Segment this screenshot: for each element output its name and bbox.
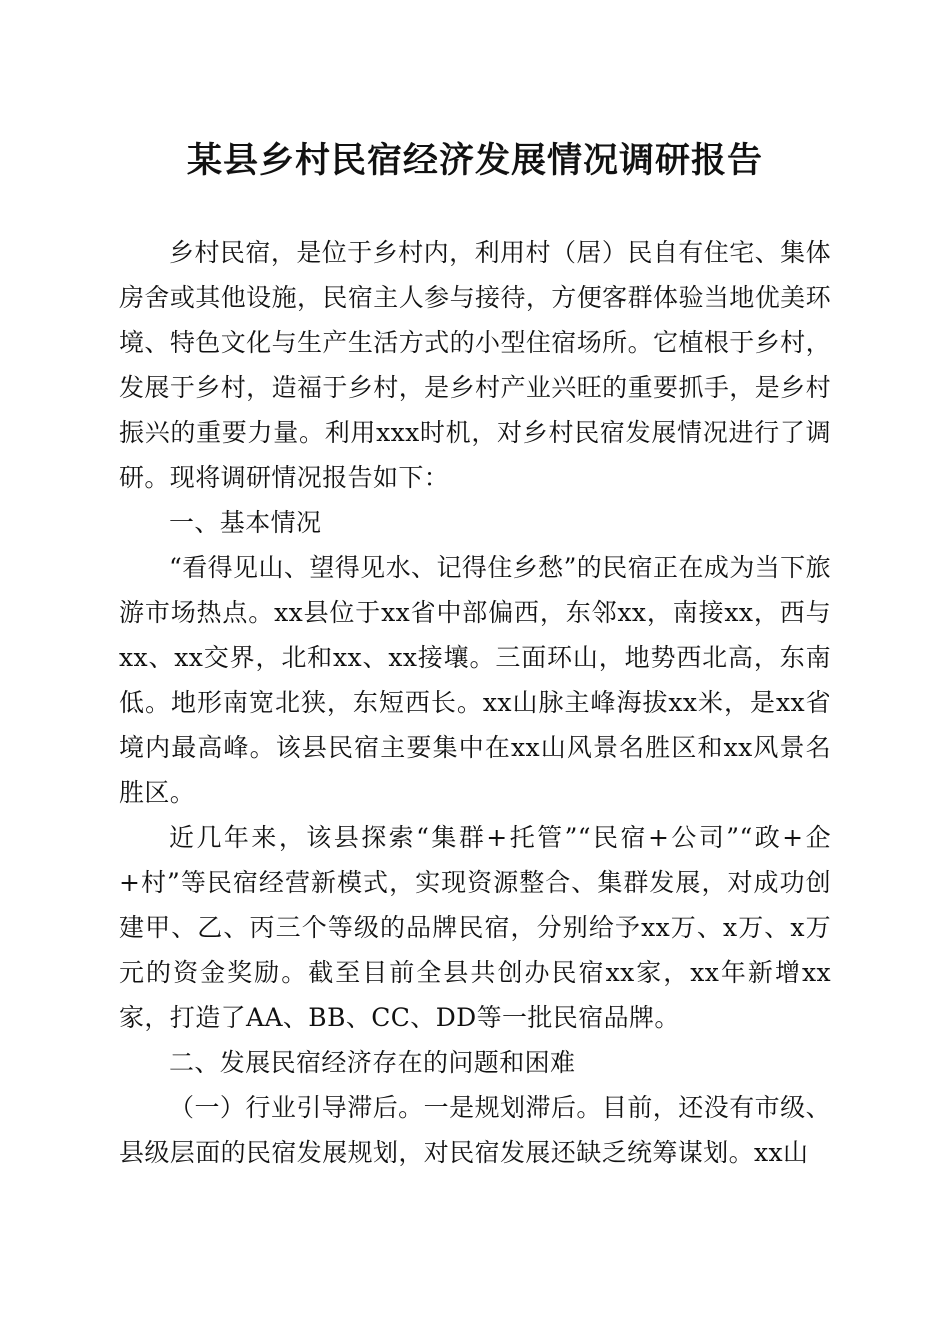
section-heading-problems: 二、发展民宿经济存在的问题和困难 <box>169 1048 576 1077</box>
basic-situation-paragraph-1: “看得见山、望得见水、记得住乡愁”的民宿正在成为当下旅游市场热点。xx县位于xx省中部偏西，东邻xx，南接xx，西与xx、xx交界，北和xx、xx接壤。三面环山，地势西北高，东南低。地形南宽北狭，东短西长。xx山脉主峰海拔xx米，是xx省境内最高峰。该县民宿主要集中在xx山风景名胜区和xx风景名胜区。 <box>119 553 831 807</box>
section-heading-basic-situation: 一、基本情况 <box>169 508 322 537</box>
problems-subsection-1 <box>119 1085 831 1175</box>
document-body <box>119 230 831 1175</box>
intro-paragraph: 乡村民宿，是位于乡村内，利用村（居）民自有住宅、集体房舍或其他设施，民宿主人参与接待，方便客群体验当地优美环境、特色文化与生产生活方式的小型住宿场所。它植根于乡村，发展于乡村，造福于乡村，是乡村产业兴旺的重要抓手，是乡村振兴的重要力量。利用xxx时机，对乡村民宿发展情况进行了调研。现将调研情况报告如下： <box>119 238 831 492</box>
basic-situation-paragraph-2: 近几年来，该县探索“集群+托管”“民宿+公司”“政+企+村”等民宿经营新模式，实现资源整合、集群发展，对成功创建甲、乙、丙三个等级的品牌民宿，分别给予xx万、x万、x万元的资金奖励。截至目前全县共创办民宿xx家，xx年新增xx家，打造了AA、BB、CC、DD等一批民宿品牌。 <box>119 823 831 1032</box>
document-title: 某县乡村民宿经济发展情况调研报告 <box>186 140 763 181</box>
subsection-1-heading: （一）行业引导滞后。 <box>169 1093 424 1122</box>
subsection-1-text: 一是规划滞后。目前，还没有市级、县级层面的民宿发展规划，对民宿发展还缺乏统筹谋划。xx山 <box>119 1093 831 1167</box>
